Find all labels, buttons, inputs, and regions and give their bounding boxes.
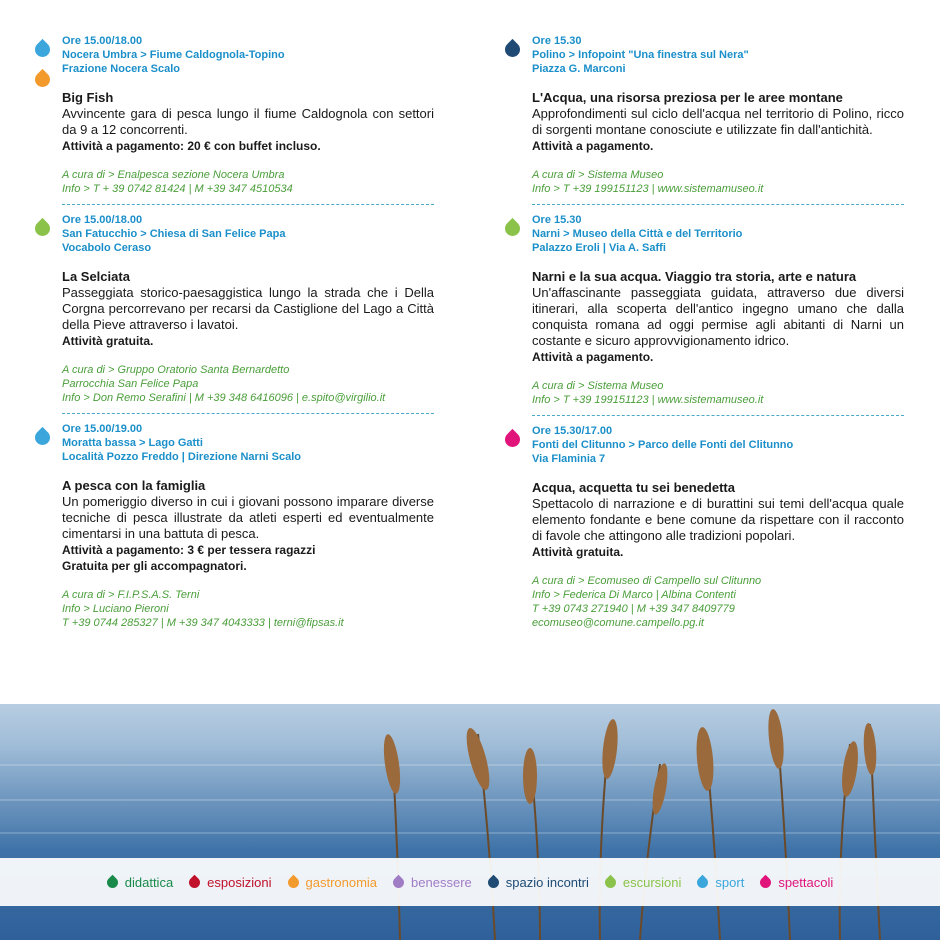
- esposizioni-drop-icon: [187, 874, 203, 890]
- credits-organizer: A cura di > Ecomuseo di Campello sul Clitunno: [532, 575, 762, 587]
- event-description: Un'affascinante passeggiata guidata, attraverso due diversi itinerari, alla scoperta dell'antico ingegno umano che dalla conquista romana ad oggi permise agli abitanti di Narni un costante e sicuro approvvigionamento idrico.: [532, 285, 904, 348]
- event-title: Big Fish: [62, 90, 114, 105]
- credits-organizer: A cura di > Sistema Museo: [532, 380, 664, 392]
- event-card: [62, 34, 434, 205]
- event-time: Ore 15.00/18.00: [62, 35, 143, 47]
- credits-info: Info > Don Remo Serafini | M +39 348 6416096 | e.spito@virgilio.it: [62, 392, 386, 404]
- legend-label: escursioni: [622, 874, 682, 890]
- escursioni-drop-icon: [502, 218, 523, 239]
- event-description: Spettacolo di narrazione e di burattini sui temi dell'acqua quale elemento fondante e bene comune da rispettare con il racconto di favole che attingono alle tradizioni popolari.: [532, 496, 904, 543]
- legend-item-sport: [697, 875, 744, 890]
- event-credits: [62, 363, 434, 405]
- event-title: La Selciata: [62, 269, 130, 284]
- event-credits: [532, 574, 904, 630]
- credits-info: Info > Luciano Pieroni: [62, 603, 169, 615]
- event-title: L'Acqua, una risorsa preziosa per le aree montane: [532, 90, 843, 105]
- event-card: [532, 424, 904, 630]
- event-subplace: Vocabolo Ceraso: [62, 242, 152, 254]
- event-subplace: Località Pozzo Freddo | Direzione Narni Scalo: [62, 451, 302, 463]
- legend-label: benessere: [411, 874, 472, 890]
- benessere-drop-icon: [391, 874, 407, 890]
- event-place: Moratta bassa > Lago Gatti: [62, 437, 203, 449]
- event-credits: [532, 168, 904, 196]
- credits-contacts: T +39 0743 271940 | M +39 347 8409779: [532, 603, 735, 615]
- sport-drop-icon: [695, 874, 711, 890]
- legend-label: didattica: [124, 874, 174, 890]
- event-subplace: Piazza G. Marconi: [532, 63, 626, 75]
- event-header: [532, 213, 904, 255]
- event-card: [62, 422, 434, 630]
- credits-contacts: T +39 0744 285327 | M +39 347 4043333 | terni@fipsas.it: [62, 617, 344, 629]
- event-header: [532, 34, 904, 76]
- event-card: [62, 213, 434, 414]
- event-time: Ore 15.30/17.00: [532, 425, 613, 437]
- event-place: Narni > Museo della Città e del Territorio: [532, 228, 743, 240]
- escursioni-drop-icon: [32, 218, 53, 239]
- event-subplace: Frazione Nocera Scalo: [62, 63, 180, 75]
- event-time: Ore 15.30: [532, 35, 582, 47]
- event-description: Avvincente gara di pesca lungo il fiume Caldognola con settori da 9 a 12 concorrenti.: [62, 106, 434, 137]
- legend-item-benessere: [393, 875, 472, 890]
- credits-organizer: A cura di > F.I.P.S.A.S. Terni: [62, 589, 200, 601]
- legend-item-esposizioni: [189, 875, 271, 890]
- event-header: [532, 424, 904, 466]
- event-description: Passeggiata storico-paesaggistica lungo la strada che i Della Corgna percorrevano per recarsi da Castiglione del Lago a Città della Pieve attraverso i lavatoi.: [62, 285, 434, 332]
- event-time: Ore 15.30: [532, 214, 582, 226]
- event-place: San Fatucchio > Chiesa di San Felice Papa: [62, 228, 286, 240]
- credits-organizer: A cura di > Gruppo Oratorio Santa Bernardetto: [62, 364, 290, 376]
- event-title: Acqua, acquetta tu sei benedetta: [532, 480, 735, 495]
- event-place: Polino > Infopoint "Una finestra sul Nera": [532, 49, 749, 61]
- event-credits: [62, 168, 434, 196]
- credits-organizer: A cura di > Sistema Museo: [532, 169, 664, 181]
- legend-label: sport: [715, 874, 745, 890]
- spazio-incontri-drop-icon: [502, 39, 523, 60]
- credits-organizer: A cura di > Enalpesca sezione Nocera Umbra: [62, 169, 285, 181]
- event-time: Ore 15.00/19.00: [62, 423, 143, 435]
- legend-label: esposizioni: [207, 874, 272, 890]
- event-price-note: Attività a pagamento: 3 € per tessera ragazzi: [62, 543, 316, 557]
- legend-item-gastronomia: [288, 875, 378, 890]
- event-place: Nocera Umbra > Fiume Caldognola-Topino: [62, 49, 285, 61]
- spettacoli-drop-icon: [758, 874, 774, 890]
- gastronomia-drop-icon: [32, 69, 53, 90]
- legend-item-escursioni: [605, 875, 682, 890]
- legend-label: spazio incontri: [505, 874, 589, 890]
- credits-info: Info > T +39 199151123 | www.sistemamuseo.it: [532, 183, 764, 195]
- sport-drop-icon: [32, 427, 53, 448]
- didattica-drop-icon: [104, 874, 120, 890]
- event-price-note: Attività a pagamento.: [532, 350, 654, 364]
- spazio-incontri-drop-icon: [485, 874, 501, 890]
- event-description: Un pomeriggio diverso in cui i giovani possono imparare diverse tecniche di pesca illustrate da atleti esperti ed eventualmente cimentarsi in una battuta di pesca.: [62, 494, 434, 541]
- event-credits: [532, 379, 904, 407]
- category-legend: [0, 858, 940, 906]
- event-header: [62, 34, 434, 76]
- event-description: Approfondimenti sul ciclo dell'acqua nel territorio di Polino, ricco di sorgenti montane conosciute e utilizzate fin dall'antichità.: [532, 106, 904, 137]
- event-header: [62, 213, 434, 255]
- escursioni-drop-icon: [603, 874, 619, 890]
- event-subplace: Palazzo Eroli | Via A. Saffi: [532, 242, 666, 254]
- event-price-note: Attività a pagamento.: [532, 139, 654, 153]
- event-subplace: Via Flaminia 7: [532, 453, 606, 465]
- left-column: [62, 34, 434, 638]
- event-title: A pesca con la famiglia: [62, 478, 206, 493]
- sport-drop-icon: [32, 39, 53, 60]
- right-column: [532, 34, 904, 638]
- event-title: Narni e la sua acqua. Viaggio tra storia, arte e natura: [532, 269, 857, 284]
- event-price-note: Attività a pagamento: 20 € con buffet incluso.: [62, 139, 321, 153]
- credits-info: Info > Federica Di Marco | Albina Contenti: [532, 589, 736, 601]
- credits-email: ecomuseo@comune.campello.pg.it: [532, 617, 704, 629]
- event-header: [62, 422, 434, 464]
- event-card: [532, 213, 904, 416]
- legend-item-spettacoli: [760, 875, 833, 890]
- event-card: [532, 34, 904, 205]
- legend-label: gastronomia: [305, 874, 378, 890]
- spettacoli-drop-icon: [502, 429, 523, 450]
- legend-item-didattica: [107, 875, 173, 890]
- event-price-note-2: Gratuita per gli accompagnatori.: [62, 559, 247, 573]
- event-price-note: Attività gratuita.: [62, 334, 154, 348]
- legend-item-spazio-incontri: [488, 875, 589, 890]
- event-time: Ore 15.00/18.00: [62, 214, 143, 226]
- gastronomia-drop-icon: [285, 874, 301, 890]
- credits-info: Info > T + 39 0742 81424 | M +39 347 4510534: [62, 183, 293, 195]
- credits-info: Info > T +39 199151123 | www.sistemamuseo.it: [532, 394, 764, 406]
- event-price-note: Attività gratuita.: [532, 545, 624, 559]
- credits-organizer-2: Parrocchia San Felice Papa: [62, 378, 199, 390]
- event-credits: [62, 588, 434, 630]
- legend-label: spettacoli: [778, 874, 834, 890]
- event-place: Fonti del Clitunno > Parco delle Fonti del Clitunno: [532, 439, 794, 451]
